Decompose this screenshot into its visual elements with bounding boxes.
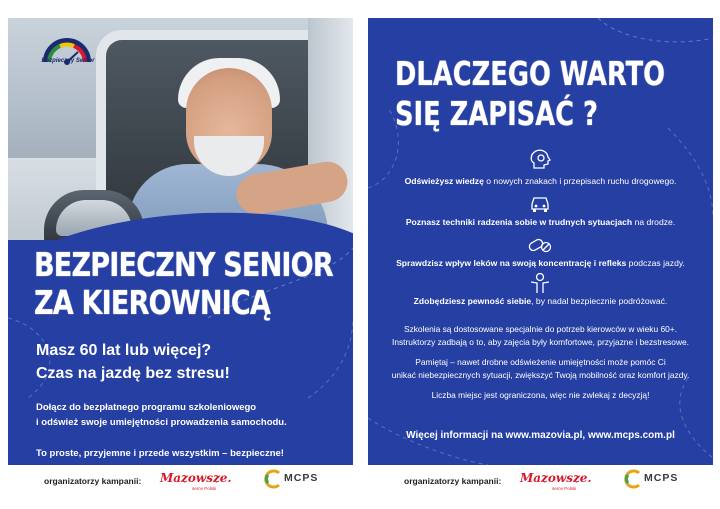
pills-icon bbox=[528, 234, 552, 256]
mazowsze-logo-right: Mazowsze. bbox=[520, 471, 592, 485]
decorative-dashed-lines bbox=[8, 18, 353, 465]
mazowsze-tagline-right: serce Polski bbox=[552, 486, 577, 491]
benefit-4: Zdobędziesz pewność siebie, by nadal bezpiecznie podróżować. bbox=[413, 296, 668, 306]
poster-title-line1: BEZPIECZNY SENIOR bbox=[34, 245, 333, 284]
poster-title-line2: ZA KIEROWNICĄ bbox=[34, 283, 271, 322]
mcps-logo-icon bbox=[622, 469, 642, 489]
mcps-label-left: MCPS bbox=[284, 472, 319, 484]
body-line1: Dołącz do bezpłatnego programu szkoleniowego bbox=[36, 402, 257, 413]
more-info-line: Więcej informacji na www.mazovia.pl, www.mcps.com.pl bbox=[406, 430, 675, 441]
person-icon bbox=[528, 272, 552, 294]
subtitle-line2: Czas na jazdę bez stresu! bbox=[36, 365, 230, 382]
brain-gear-icon bbox=[528, 148, 552, 170]
limited-places-note: Liczba miejsc jest ograniczona, więc nie zwlekaj z decyzją! bbox=[431, 390, 650, 400]
organizers-label-right: organizatorzy kampanii: bbox=[404, 476, 502, 486]
why-title-line1: DLACZEGO WARTO bbox=[395, 54, 666, 93]
mcps-label-right: MCPS bbox=[644, 472, 679, 484]
logo-label: Bezpieczny Senior bbox=[41, 58, 95, 64]
benefit-1: Odświeżysz wiedzę o nowych znakach i przepisach ruchu drogowego. bbox=[404, 176, 677, 186]
body-line2: i odśwież swoje umiejętności prowadzenia samochodu. bbox=[36, 417, 287, 428]
right-poster bbox=[368, 18, 713, 465]
organizers-label-left: organizatorzy kampanii: bbox=[44, 476, 142, 486]
left-poster bbox=[8, 18, 353, 465]
benefit-3: Sprawdzisz wpływ leków na swoją koncentrację i refleks podczas jazdy. bbox=[396, 258, 685, 268]
mcps-logo-icon bbox=[262, 469, 282, 489]
info-links[interactable]: www.mazovia.pl, www.mcps.com.pl bbox=[505, 430, 675, 441]
mazowsze-logo-left: Mazowsze. bbox=[160, 471, 232, 485]
subtitle-line1: Masz 60 lat lub więcej? bbox=[36, 342, 212, 359]
mazowsze-tagline-left: serce Polski bbox=[192, 486, 217, 491]
benefit-2: Poznasz techniki radzenia sobie w trudnych sytuacjach na drodze. bbox=[405, 217, 676, 227]
body-line3: To proste, przyjemne i przede wszystkim – bezpieczne! bbox=[36, 448, 284, 459]
reminder-paragraph: Pamiętaj – nawet drobne odświeżenie umiejętności może pomóc Ci unikać niebezpiecznych sytuacji, zwiększyć Twoją mobilność oraz komfort jazdy. bbox=[391, 357, 690, 380]
why-title-line2: SIĘ ZAPISAĆ ? bbox=[395, 94, 598, 133]
car-front-icon bbox=[528, 192, 552, 214]
training-info-paragraph: Szkolenia są dostosowane specjalnie do potrzeb kierowców w wieku 60+. Instruktorzy zadbają o to, aby zajęcia były komfortowe, przyjazne i bezstresowe. bbox=[392, 324, 689, 347]
